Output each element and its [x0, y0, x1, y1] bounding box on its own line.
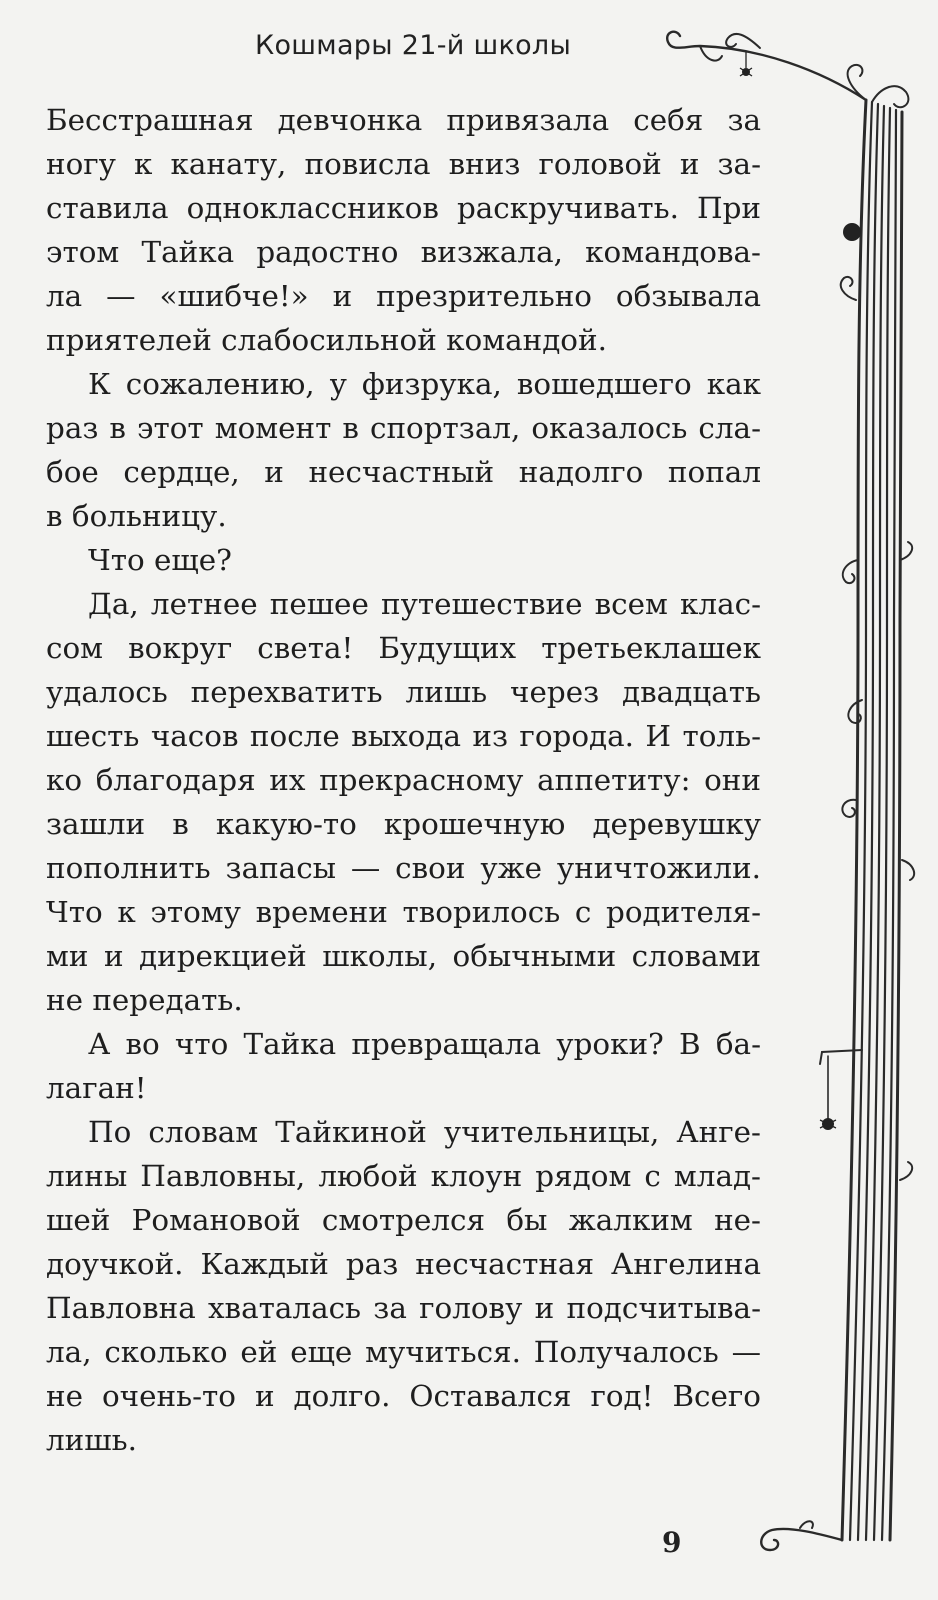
text-line: приятелей слабосильной командой. — [46, 323, 607, 357]
paragraph — [46, 538, 761, 582]
paragraph — [46, 98, 761, 362]
text-line: ла, сколько ей еще мучиться. Получалось — — [46, 1335, 761, 1369]
paragraph — [46, 362, 761, 538]
text-line: шей Романовой смотрелся бы жалким не- — [46, 1203, 761, 1237]
text-line: ставила одноклассников раскручивать. При — [46, 191, 761, 225]
text-line: К сожалению, у физрука, вошедшего как — [88, 367, 761, 401]
text-line: Бесстрашная девчонка привязала себя за — [46, 103, 761, 137]
text-line: в больницу. — [46, 499, 227, 533]
text-line: доучкой. Каждый раз несчастная Ангелина — [46, 1247, 761, 1281]
text-line: лишь. — [46, 1423, 137, 1457]
paragraph — [46, 1022, 761, 1110]
paragraph — [46, 582, 761, 1022]
text-line: не очень-то и долго. Оставался год! Всего — [46, 1379, 761, 1413]
text-line: зашли в какую-то крошечную деревушку — [46, 807, 761, 841]
text-line: Что к этому времени творилось с родителя- — [46, 895, 761, 929]
text-line: Павловна хваталась за голову и подсчитыва- — [46, 1291, 761, 1325]
text-line: удалось перехватить лишь через двадцать — [46, 675, 761, 709]
page-number: 9 — [662, 1526, 682, 1559]
paragraph — [46, 1110, 761, 1462]
text-line: ногу к канату, повисла вниз головой и за- — [46, 147, 761, 181]
text-line: ла — «шибче!» и презрительно обзывала — [46, 279, 761, 313]
text-line: этом Тайка радостно визжала, командова- — [46, 235, 761, 269]
text-line: не передать. — [46, 983, 243, 1017]
text-line: ми и дирекцией школы, обычными словами — [46, 939, 761, 973]
text-line: бое сердце, и несчастный надолго попал — [46, 455, 761, 489]
text-line: лины Павловны, любой клоун рядом с млад- — [46, 1159, 761, 1193]
text-line: ко благодаря их прекрасному аппетиту: они — [46, 763, 761, 797]
running-title: Кошмары 21-й школы — [255, 30, 572, 61]
text-line: лаган! — [46, 1071, 147, 1105]
text-line: шесть часов после выхода из города. И толь- — [46, 719, 761, 753]
text-line: сом вокруг света! Будущих третьеклашек — [46, 631, 761, 665]
text-line: А во что Тайка превращала уроки? В ба- — [88, 1027, 761, 1061]
text-line: По словам Тайкиной учительницы, Анге- — [88, 1115, 761, 1149]
body-text — [46, 98, 761, 1462]
text-line: Что еще? — [88, 543, 232, 577]
text-line: пополнить запасы — свои уже уничтожили. — [46, 851, 761, 885]
text-line: Да, летнее пешее путешествие всем клас- — [88, 587, 761, 621]
text-line: раз в этот момент в спортзал, оказалось сла- — [46, 411, 761, 445]
